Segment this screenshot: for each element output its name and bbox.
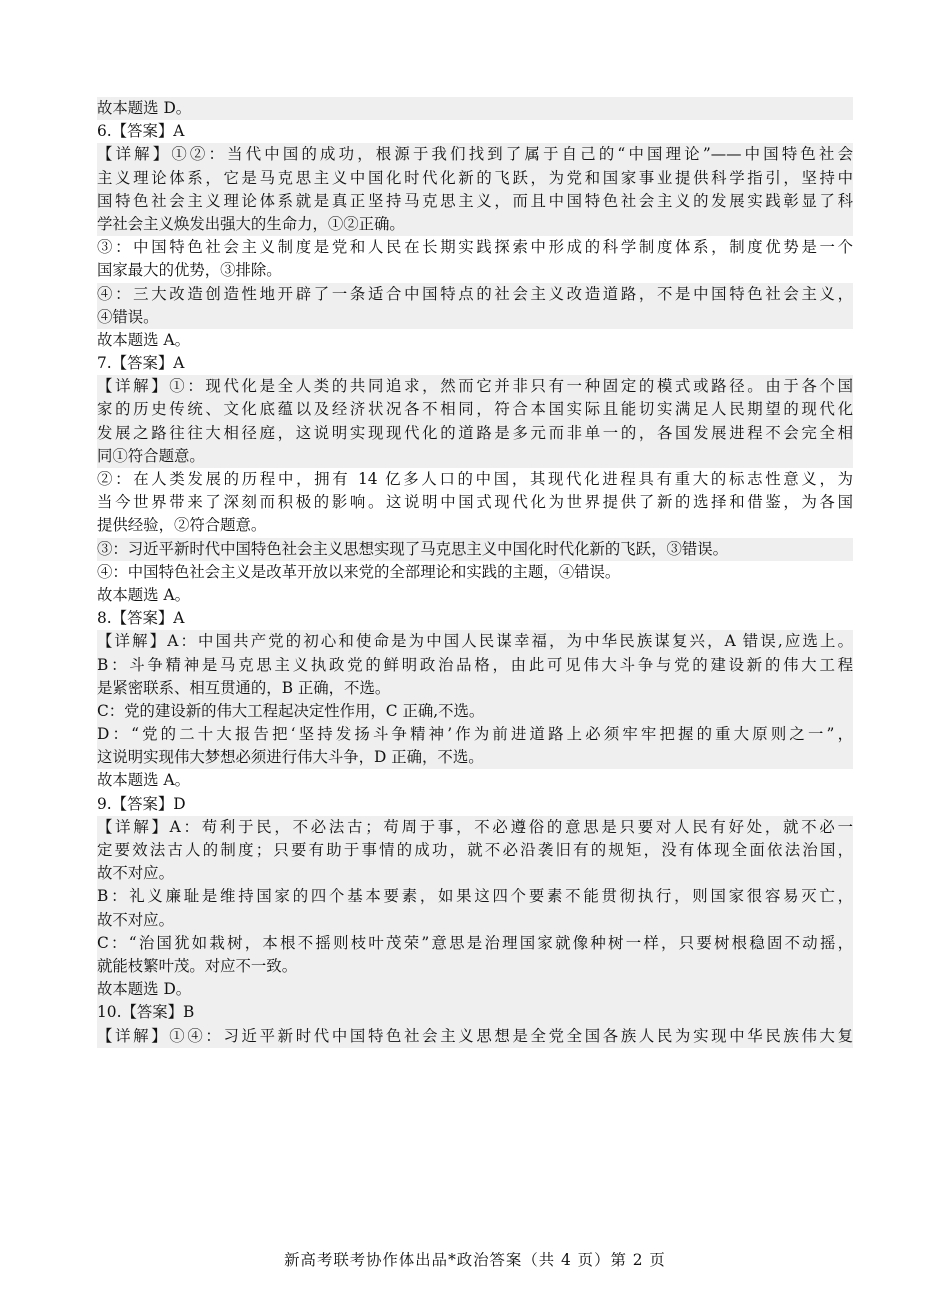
text-line: 6.【答案】A	[97, 122, 185, 141]
text-line: 国家最大的优势，③排除。	[97, 261, 282, 280]
text-line: 当今世界带来了深刻而积极的影响。这说明中国式现代化为世界提供了新的选择和借鉴，为各国	[97, 493, 853, 512]
text-line: 【详解】①②：当代中国的成功，根源于我们找到了属于自己的“中国理论”——中国特色社会	[97, 143, 853, 166]
text-line: 故本题选 A。	[97, 771, 190, 790]
text-line: 同①符合题意。	[97, 445, 853, 468]
text-line: B：斗争精神是马克思主义执政党的鲜明政治品格，由此可见伟大斗争与党的建设新的伟大工程	[97, 654, 853, 677]
text-line: 故本题选 A。	[97, 585, 190, 604]
text-line: 故不对应。	[97, 862, 853, 885]
text-line: 定要效法古人的制度；只要有助于事情的成功，就不必沿袭旧有的规矩，没有体现全面依法治国，	[97, 839, 853, 862]
text-line: 7.【答案】A	[97, 354, 185, 373]
text-line: 这说明实现伟大梦想必须进行伟大斗争，D 正确，不选。	[97, 746, 853, 769]
text-line: 国特色社会主义理论体系就是真正坚持马克思主义，而且中国特色社会主义的发展实践彰显了科	[97, 190, 853, 213]
text-line: 9.【答案】D	[97, 794, 186, 813]
text-line: 主义理论体系，它是马克思主义中国化时代化新的飞跃，为党和国家事业提供科学指引，坚持中	[97, 167, 853, 190]
text-line: B：礼义廉耻是维持国家的四个基本要素，如果这四个要素不能贯彻执行，则国家很容易灭亡，	[97, 885, 853, 908]
text-line: ④：三大改造创造性地开辟了一条适合中国特点的社会主义改造道路，不是中国特色社会主义，	[97, 283, 853, 306]
document-body	[97, 97, 853, 1048]
text-line: 8.【答案】A	[97, 609, 185, 628]
text-line: 家的历史传统、文化底蕴以及经济状况各不相同，符合本国实际且能切实满足人民期望的现代化	[97, 398, 853, 421]
text-line: 【详解】①④：习近平新时代中国特色社会主义思想是全党全国各族人民为实现中华民族伟大复	[97, 1025, 853, 1048]
text-line: 故不对应。	[97, 909, 853, 932]
text-line: D：“党的二十大报告把‘坚持发扬斗争精神’作为前进道路上必须牢牢把握的重大原则之一”，	[97, 723, 853, 746]
text-line: 【详解】A：苟利于民，不必法古；苟周于事，不必遵俗的意思是只要对人民有好处，就不必一	[97, 816, 853, 839]
text-line: 就能枝繁叶茂。对应不一致。	[97, 955, 853, 978]
text-line: 故本题选 D。	[97, 978, 853, 1001]
text-line: 【详解】A：中国共产党的初心和使命是为中国人民谋幸福，为中华民族谋复兴，A 错误,应选上。	[97, 630, 853, 653]
text-line: 是紧密联系、相互贯通的，B 正确，不选。	[97, 677, 853, 700]
page-footer: 新高考联考协作体出品*政治答案（共 4 页）第 2 页	[284, 1251, 666, 1269]
text-line: 故本题选 D。	[97, 97, 853, 120]
text-line: C：党的建设新的伟大工程起决定性作用，C 正确,不选。	[97, 700, 853, 723]
text-line: 学社会主义焕发出强大的生命力，①②正确。	[97, 213, 853, 236]
text-line: 提供经验，②符合题意。	[97, 516, 267, 535]
text-line: 发展之路往往大相径庭，这说明实现现代化的道路是多元而非单一的，各国发展进程不会完全相	[97, 422, 853, 445]
text-line: ④错误。	[97, 306, 853, 329]
text-line: 10.【答案】B	[97, 1001, 853, 1024]
text-line: ④：中国特色社会主义是改革开放以来党的全部理论和实践的主题，④错误。	[97, 562, 621, 581]
text-line: 故本题选 A。	[97, 330, 190, 349]
text-line: C：“治国犹如栽树，本根不摇则枝叶茂荣”意思是治理国家就像种树一样，只要树根稳固不动摇，	[97, 932, 853, 955]
text-line: ②：在人类发展的历程中，拥有 14 亿多人口的中国，其现代化进程具有重大的标志性意义，为	[97, 470, 853, 488]
text-line: ③：习近平新时代中国特色社会主义思想实现了马克思主义中国化时代化新的飞跃，③错误。	[97, 538, 853, 561]
text-line: 【详解】①：现代化是全人类的共同追求，然而它并非只有一种固定的模式或路径。由于各个国	[97, 375, 853, 398]
text-line: ③：中国特色社会主义制度是党和人民在长期实践探索中形成的科学制度体系，制度优势是一个	[97, 238, 853, 257]
